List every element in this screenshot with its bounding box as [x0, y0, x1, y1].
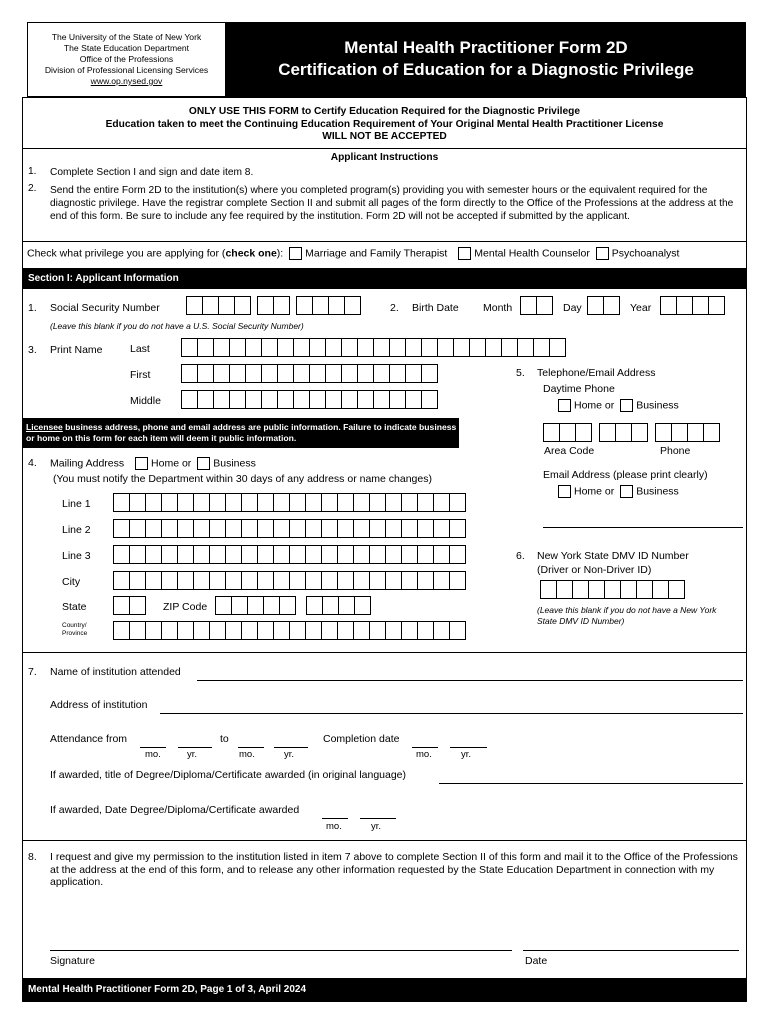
institution-address-input[interactable]: [160, 713, 743, 714]
daytime-phone-label: Daytime Phone: [543, 383, 615, 395]
completion-year-input[interactable]: [450, 747, 487, 748]
state-boxes[interactable]: [113, 596, 145, 615]
signature-label: Signature: [50, 955, 95, 967]
instruction-num: 2.: [28, 183, 37, 194]
last-name-boxes[interactable]: [181, 338, 565, 357]
degree-date-label: If awarded, Date Degree/Diploma/Certificate awarded: [50, 804, 300, 816]
phone-home-label: Home or: [574, 399, 615, 412]
day-label: Day: [563, 302, 582, 314]
public-notice-underlined: Licensee: [26, 422, 63, 432]
dmv-sub: (Driver or Non-Driver ID): [537, 564, 652, 576]
dmv-note: (Leave this blank if you do not have a New York State DMV ID Number): [537, 605, 717, 626]
state-label: State: [62, 601, 87, 613]
day-boxes[interactable]: [587, 296, 619, 315]
year-label: Year: [630, 302, 652, 314]
divider: [22, 241, 747, 242]
phone-home-checkbox[interactable]: [558, 399, 571, 412]
agency-line: The State Education Department: [63, 43, 190, 53]
checkbox-psychoanalyst[interactable]: [596, 247, 609, 260]
email-home-checkbox[interactable]: [558, 485, 571, 498]
dmv-num: 6.: [516, 550, 525, 562]
address-line1-boxes[interactable]: [113, 493, 465, 512]
yr-label: yr.: [371, 821, 382, 832]
to-label: to: [220, 733, 229, 745]
degree-year-input[interactable]: [360, 818, 396, 819]
agency-line: The University of the State of New York: [51, 32, 202, 42]
area-code-label: Area Code: [544, 445, 595, 457]
phone-num: 5.: [516, 367, 525, 379]
line3-label: Line 3: [62, 550, 91, 562]
phone-label: Telephone/Email Address: [537, 367, 656, 379]
address-line2-boxes[interactable]: [113, 519, 465, 538]
institution-address-label: Address of institution: [50, 699, 148, 711]
last-label: Last: [130, 343, 150, 355]
mailing-business-checkbox[interactable]: [197, 457, 210, 470]
yr-label: yr.: [461, 749, 472, 760]
institution-name-label: Name of institution attended: [50, 666, 181, 678]
mailing-home-checkbox[interactable]: [135, 457, 148, 470]
permission-text: I request and give my permission to the institution listed in item 7 above to complete Section II of this form and mail it to the Office of the Professions at the address at the end of this form, and to release any other information requested by the State Education Department in connection with my application.: [50, 851, 738, 888]
agency-line: Office of the Professions: [79, 54, 174, 64]
institution-num: 7.: [28, 666, 37, 678]
instruction-num: 1.: [28, 166, 37, 177]
notice-line-1: ONLY USE THIS FORM to Certify Education Required for the Diagnostic Privilege: [188, 106, 581, 117]
mo-label: mo.: [326, 821, 342, 832]
middle-name-boxes[interactable]: [181, 390, 437, 409]
line2-label: Line 2: [62, 524, 91, 536]
month-label: Month: [483, 302, 513, 314]
privilege-prompt-bold: check one: [225, 247, 277, 260]
email-home-label: Home or: [574, 485, 615, 498]
from-year-input[interactable]: [178, 747, 212, 748]
completion-month-input[interactable]: [412, 747, 438, 748]
mo-label: mo.: [416, 749, 432, 760]
phone-type-row: [555, 399, 679, 412]
option-mft: Marriage and Family Therapist: [305, 247, 448, 260]
from-month-input[interactable]: [140, 747, 166, 748]
mailing-note: (You must notify the Department within 30 days of any address or name changes): [53, 473, 432, 485]
institution-name-input[interactable]: [197, 680, 743, 681]
yr-label: yr.: [284, 749, 295, 760]
degree-month-input[interactable]: [322, 818, 348, 819]
country-boxes[interactable]: [113, 621, 465, 640]
ssn-note: (Leave this blank if you do not have a U.S. Social Security Number): [50, 321, 304, 331]
middle-label: Middle: [130, 395, 161, 407]
dmv-boxes[interactable]: [540, 580, 684, 599]
email-label: Email Address (please print clearly): [543, 469, 708, 481]
attendance-label: Attendance from: [50, 733, 128, 745]
instruction-2: Send the entire Form 2D to the institution(s) where you completed program(s) providing you with semester hours or the equivalent required for the diagnostic privilege. Have the registrar complete Section II and submit all pages of the form directly to the Office of the Professions at the address at the end of this form. Be sure to include any fee required by the institution. Form 2D will not be accepted if submitted by the applicant.: [50, 185, 734, 222]
date-label: Date: [525, 955, 548, 967]
address-line3-boxes[interactable]: [113, 545, 465, 564]
instructions-title: Applicant Instructions: [330, 152, 439, 163]
phone-business-checkbox[interactable]: [620, 399, 633, 412]
degree-title-label: If awarded, title of Degree/Diploma/Certificate awarded (in original language): [50, 769, 407, 781]
section-1-header: Section I: Applicant Information: [22, 268, 747, 289]
form-subtitle: Certification of Education for a Diagnostic Privilege: [278, 60, 694, 79]
country-label: Country/ Province: [62, 622, 88, 637]
public-notice-text: business address, phone and email address are public information. Failure to indicate business or home on this form for each item will deem it public information.: [26, 422, 457, 443]
mailing-num: 4.: [28, 457, 37, 469]
permission-num: 8.: [28, 851, 37, 863]
birth-num: 2.: [390, 302, 399, 314]
date-input[interactable]: [523, 950, 739, 951]
mailing-home-label: Home or: [151, 457, 192, 470]
phone-business-label: Business: [636, 399, 679, 412]
first-name-boxes[interactable]: [181, 364, 437, 383]
email-business-label: Business: [636, 485, 679, 498]
zip-label: ZIP Code: [163, 601, 208, 613]
notice-line-2: Education taken to meet the Continuing Education Requirement of Your Original Mental Health Practitioner License: [105, 118, 664, 130]
checkbox-mhc[interactable]: [458, 247, 471, 260]
email-input-line[interactable]: [543, 527, 743, 528]
ssn-num: 1.: [28, 302, 37, 314]
email-type-row: [555, 485, 679, 498]
footer: Mental Health Practitioner Form 2D, Page 1 of 3, April 2024: [22, 978, 747, 1002]
city-boxes[interactable]: [113, 571, 465, 590]
to-month-input[interactable]: [238, 747, 264, 748]
public-info-notice: [22, 418, 459, 448]
notice: [22, 106, 747, 144]
yr-label: yr.: [187, 749, 198, 760]
notice-line-3: WILL NOT BE ACCEPTED: [322, 131, 447, 142]
phone-number-label: Phone: [660, 445, 691, 457]
month-boxes[interactable]: [520, 296, 552, 315]
name-num: 3.: [28, 344, 37, 356]
instruction-1: Complete Section I and sign and date item 8.: [50, 167, 254, 178]
city-label: City: [62, 576, 81, 588]
mailing-business-label: Business: [213, 457, 256, 470]
line1-label: Line 1: [62, 498, 91, 510]
year-boxes[interactable]: [660, 296, 724, 315]
divider: [22, 840, 747, 841]
divider: [22, 148, 747, 149]
checkbox-mft[interactable]: [289, 247, 302, 260]
signature-input[interactable]: [50, 950, 512, 951]
divider: [22, 652, 747, 653]
mailing-label: Mailing Address: [50, 457, 125, 470]
privilege-prompt: Check what privilege you are applying for (: [27, 247, 226, 260]
mo-label: mo.: [239, 749, 255, 760]
mo-label: mo.: [145, 749, 161, 760]
ssn-label: Social Security Number: [50, 302, 160, 314]
privilege-row: [27, 247, 679, 260]
agency-line: Division of Professional Licensing Services: [44, 65, 209, 75]
option-psychoanalyst: Psychoanalyst: [611, 247, 680, 260]
email-business-checkbox[interactable]: [620, 485, 633, 498]
option-mhc: Mental Health Counselor: [474, 247, 590, 260]
to-year-input[interactable]: [274, 747, 308, 748]
degree-title-input[interactable]: [439, 783, 743, 784]
first-label: First: [130, 369, 151, 381]
privilege-prompt-end: ):: [276, 247, 284, 260]
form-title: Mental Health Practitioner Form 2D: [344, 38, 628, 57]
zip-boxes[interactable]: [215, 596, 370, 615]
completion-label: Completion date: [323, 733, 400, 745]
dmv-label: New York State DMV ID Number: [537, 550, 689, 562]
website-link[interactable]: www.op.nysed.gov: [90, 76, 163, 86]
area-code-boxes[interactable]: [543, 423, 719, 442]
mailing-row: [50, 457, 256, 470]
birth-label: Birth Date: [412, 302, 459, 314]
form-title-block: [226, 22, 746, 97]
agency-block: [27, 22, 226, 97]
name-label: Print Name: [50, 344, 103, 356]
ssn-boxes[interactable]: [186, 296, 360, 315]
